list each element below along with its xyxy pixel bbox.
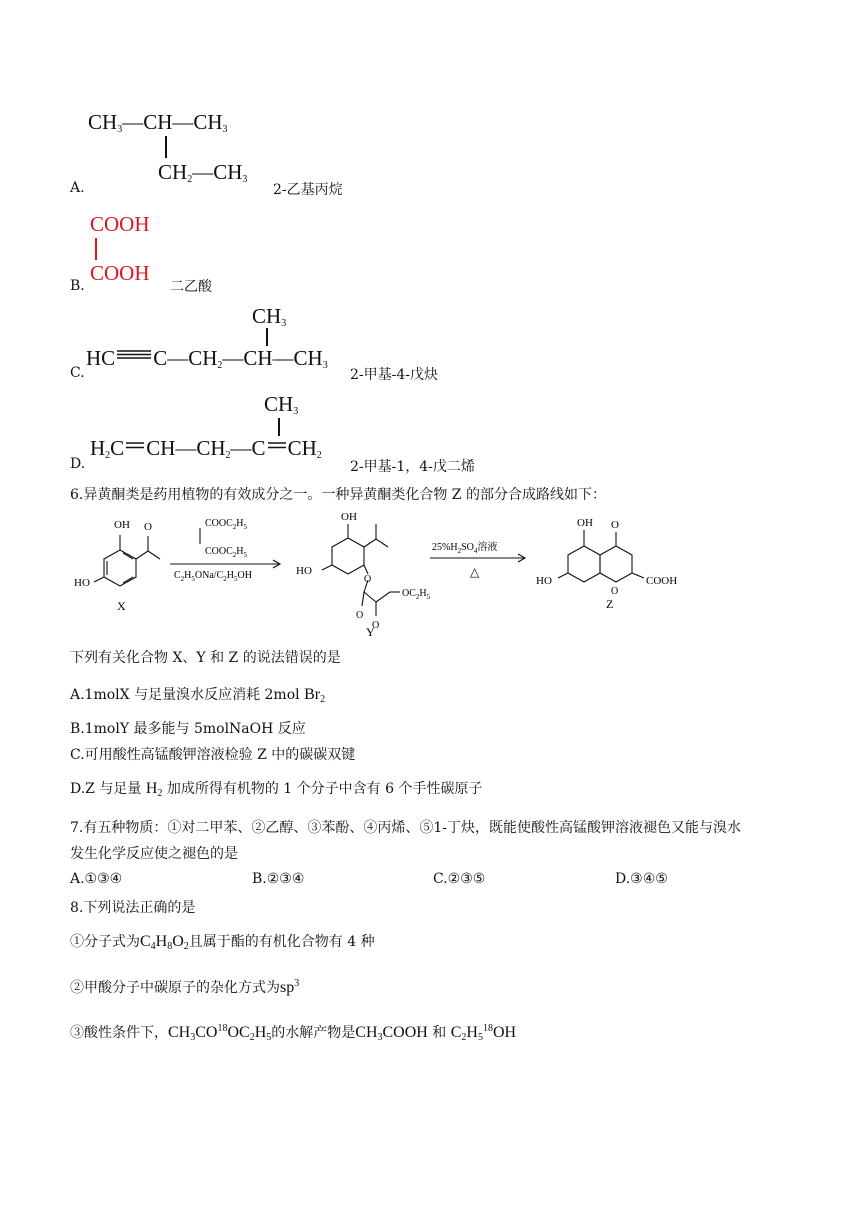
option-c-methyl: $CH_3$ [252, 304, 287, 329]
x-ho-label: HO [74, 577, 90, 589]
x-oh-label: OH [114, 519, 130, 531]
x-o-label: O [144, 521, 152, 533]
option-c-letter: C. [70, 365, 85, 381]
compound-x-label: X [117, 599, 126, 613]
option-b-structure-line1: COOH [90, 212, 150, 236]
option-b-name: 二乙酸 [170, 279, 212, 295]
z-cooh-label: COOH [646, 575, 678, 587]
q6-stem: 6.异黄酮类是药用植物的有效成分之一。一种异黄酮类化合物 Z 的部分合成路线如下： [70, 487, 606, 503]
q7-option-c: C.②③⑤ [433, 871, 486, 887]
y-ethoxy-label: $OC_2H_5$ [402, 588, 431, 601]
option-c-name: 2-甲基-4-戊炔 [350, 367, 439, 383]
q6-option-b: B.1molY 最多能与 5molNaOH 反应 [70, 721, 306, 737]
option-a-structure-line2: $CH_2—CH_3$ [158, 160, 248, 185]
q7-stem-line2: 发生化学反应使之褪色的是 [70, 846, 238, 862]
q7-option-d: D.③④⑤ [615, 871, 668, 887]
x-benzene-ring [104, 550, 136, 586]
reagent-top-1: $COOC_2H_5$ [205, 518, 248, 531]
q6-option-d: D.Z 与足量 $H_2$ 加成所得有机物的 1 个分子中含有 6 个手性碳原子 [70, 780, 483, 799]
z-oh-label: OH [577, 517, 593, 529]
reagent-2: $25\%H_2SO_4$溶液 [432, 542, 498, 555]
y-ho-label: HO [296, 565, 312, 577]
option-a-name: 2-乙基丙烷 [273, 182, 343, 198]
q8-statement-3: ③酸性条件下，$CH_3CO^{18}OC_2H_5$的水解产物是$CH_3COOH$ 和 $C_2H_5^{18}OH$ [70, 1023, 517, 1043]
option-a-structure-line1: $CH_3—CH—CH_3$ [88, 110, 228, 135]
q6-option-c: C.可用酸性高锰酸钾溶液检验 Z 中的碳碳双键 [70, 747, 356, 763]
q7-option-b: B.②③④ [252, 871, 305, 887]
option-d-name: 2-甲基-1，4-戊二烯 [350, 459, 475, 475]
option-d-letter: D. [70, 456, 86, 472]
q6-reaction-scheme [70, 508, 710, 638]
option-d-double-bond-1 [124, 441, 146, 449]
option-d-double-bond-2 [266, 441, 288, 449]
q6-question: 下列有关化合物 X、Y 和 Z 的说法错误的是 [70, 650, 341, 666]
q7-option-a: A.①③④ [70, 871, 123, 887]
heat-symbol: △ [470, 565, 480, 579]
y-carbonyl-o-1: O [356, 610, 364, 621]
z-o-label: O [611, 519, 619, 531]
option-c-main-chain: HC $C—CH_2—CH—CH_3$ [86, 346, 328, 371]
q8-stem: 8.下列说法正确的是 [70, 900, 196, 916]
option-b-structure-line2: COOH [90, 261, 150, 285]
option-c-bond-vertical [266, 328, 268, 346]
option-a-letter: A. [70, 180, 85, 196]
reagent-conditions-1: $C_2H_5ONa/C_2H_5OH$ [174, 570, 252, 583]
compound-z-label: Z [606, 597, 614, 611]
option-b-bond-vertical [95, 238, 97, 260]
y-oh-label: OH [341, 511, 357, 523]
option-d-methyl: $CH_3$ [264, 392, 299, 417]
compound-y-label: Y [366, 625, 375, 638]
z-benzene-ring [568, 546, 600, 582]
y-carbonyl-o-2: O [372, 620, 380, 631]
option-d-main-chain: $H_2C$ $CH—CH_2—C$ $CH_2$ [90, 436, 322, 461]
q7-stem-line1: 7.有五种物质：①对二甲苯、②乙醇、③苯酚、④丙烯、⑤1-丁炔，既能使酸性高锰酸钾溶液褪色又能与溴水 [70, 820, 741, 836]
q8-statement-1: ①分子式为$C_4H_8O_2$且属于酯的有机化合物有 4 种 [70, 933, 375, 952]
option-c-triple-bond [115, 349, 153, 359]
q8-statement-2: ②甲酸分子中碳原子的杂化方式为$sp^3$ [70, 978, 300, 996]
y-ester-o-label: O [364, 574, 372, 585]
q6-option-a: A.1molX 与足量溴水反应消耗 2mol $Br_2$ [70, 686, 326, 705]
z-ring-o-label: O [611, 586, 619, 597]
y-benzene-ring [332, 538, 364, 574]
option-a-bond-vertical [165, 136, 167, 158]
z-pyranone-ring [600, 546, 632, 582]
z-ho-label: HO [536, 575, 552, 587]
reagent-top-2: $COOC_2H_5$ [205, 546, 248, 559]
option-b-letter: B. [70, 278, 85, 294]
